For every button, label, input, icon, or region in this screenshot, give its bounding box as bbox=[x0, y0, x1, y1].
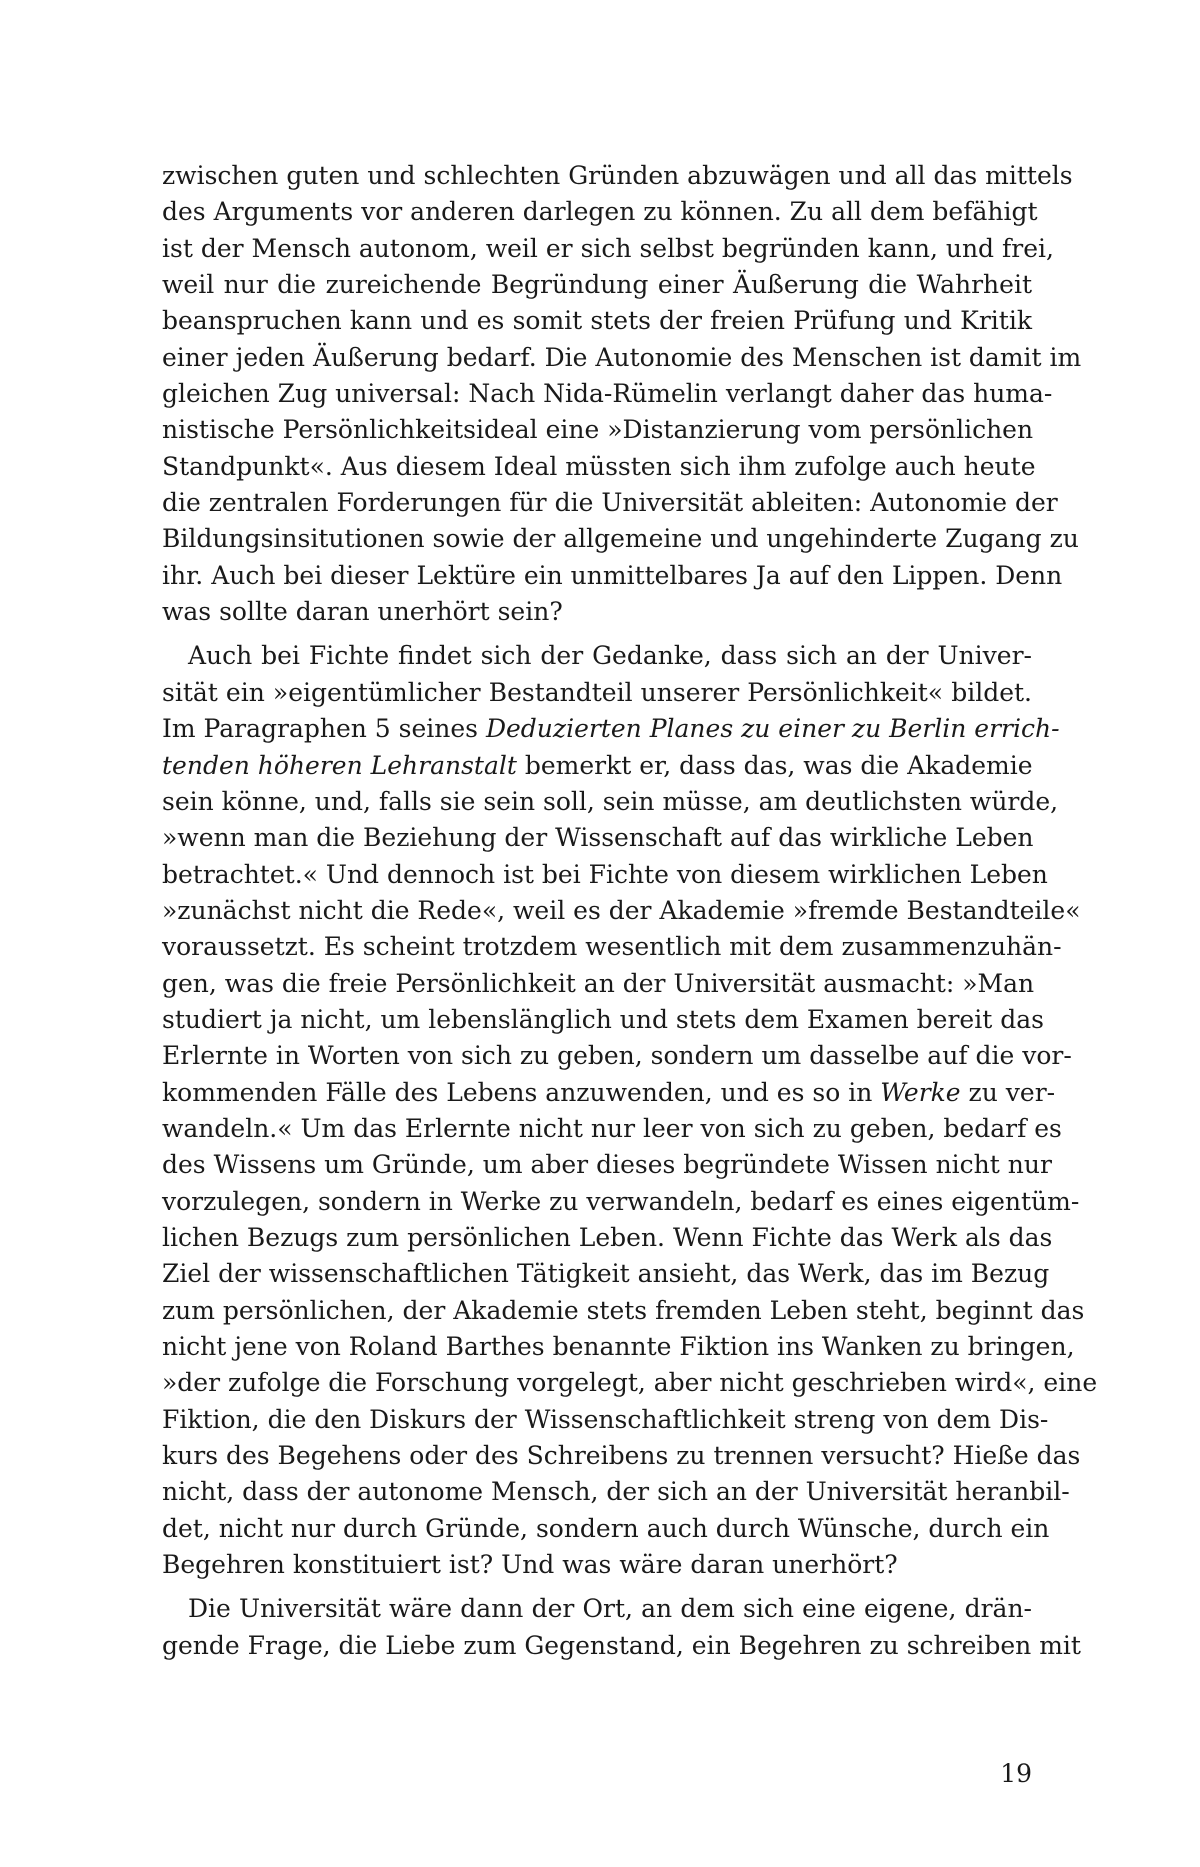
text-line bbox=[162, 675, 1032, 711]
text-line bbox=[162, 194, 1038, 230]
body-text bbox=[162, 158, 1098, 1664]
text-line bbox=[162, 1038, 1072, 1074]
text-span: gende Frage, die Liebe zum Gegenstand, ein Begehren zu schreiben mit bbox=[162, 1630, 1081, 1660]
text-line bbox=[162, 1002, 1044, 1038]
text-span: det, nicht nur durch Gründe, sondern auch durch Wünsche, durch ein bbox=[162, 1513, 1050, 1543]
text-span: Fiktion, die den Diskurs der Wissenschaftlichkeit streng von dem Dis- bbox=[162, 1404, 1049, 1434]
text-line bbox=[162, 893, 1081, 929]
text-line bbox=[162, 376, 1053, 412]
text-line bbox=[162, 412, 1032, 448]
text-span: die zentralen Forderungen für die Universität ableiten: Autonomie der bbox=[162, 488, 1058, 518]
text-span: »zunächst nicht die Rede«, weil es der Akademie »fremde Bestandteile« bbox=[162, 895, 1081, 925]
text-line bbox=[162, 1365, 1098, 1401]
text-span: studiert ja nicht, um lebenslänglich und stets dem Examen bereit das bbox=[162, 1004, 1044, 1034]
text-span: Ziel der wissenschaftlichen Tätigkeit ansieht, das Werk, das im Bezug bbox=[162, 1259, 1050, 1289]
text-span: »der zufolge die Forschung vorgelegt, aber nicht geschrieben wird«, eine bbox=[162, 1368, 1098, 1398]
text-span: ihr. Auch bei dieser Lektüre ein unmittelbares Ja auf den Lippen. Denn bbox=[162, 560, 1063, 590]
text-span: »wenn man die Beziehung der Wissenschaft auf das wirkliche Leben bbox=[162, 823, 1034, 853]
text-span: Erlernte in Worten von sich zu geben, sondern um dasselbe auf die vor- bbox=[162, 1041, 1072, 1071]
italic-text-span: tenden höheren Lehranstalt bbox=[162, 750, 517, 780]
text-line bbox=[162, 966, 1035, 1002]
text-line bbox=[162, 1329, 1075, 1365]
text-span: nistische Persönlichkeitsideal eine »Distanzierung vom persönlichen bbox=[162, 415, 1034, 445]
text-line bbox=[162, 158, 1073, 194]
text-line bbox=[162, 594, 1032, 630]
text-line bbox=[162, 1511, 1050, 1547]
text-line bbox=[162, 929, 1062, 965]
text-span: nicht jene von Roland Barthes benannte Fiktion ins Wanken zu bringen, bbox=[162, 1332, 1075, 1361]
text-span: einer jeden Äußerung bedarf. Die Autonomie des Menschen ist damit im bbox=[162, 342, 1082, 372]
text-span: betrachtet.« Und dennoch ist bei Fichte von diesem wirklichen Leben bbox=[162, 859, 1048, 889]
text-span: kurs des Begehens oder des Schreibens zu trennen versucht? Hieße das bbox=[162, 1441, 1081, 1471]
page-number: 19 bbox=[1000, 1759, 1032, 1788]
text-span: wandeln.« Um das Erlernte nicht nur leer von sich zu geben, bedarf es bbox=[162, 1113, 1062, 1143]
text-line bbox=[162, 1402, 1049, 1438]
text-line bbox=[162, 1256, 1050, 1292]
text-line bbox=[162, 1293, 1085, 1329]
text-span: nicht, dass der autonome Mensch, der sich an der Universität heranbil- bbox=[162, 1477, 1070, 1507]
text-line bbox=[162, 1547, 1032, 1583]
text-line bbox=[162, 521, 1079, 557]
text-span: was sollte daran unerhört sein? bbox=[162, 597, 563, 627]
text-line bbox=[162, 267, 1032, 303]
text-span: beanspruchen kann und es somit stets der freien Prüfung und Kritik bbox=[162, 306, 1032, 336]
italic-text-span: Werke bbox=[880, 1077, 961, 1107]
text-span: Standpunkt«. Aus diesem Ideal müssten sich ihm zufolge auch heute bbox=[162, 451, 1036, 481]
text-span: sein könne, und, falls sie sein soll, sein müsse, am deutlichsten würde, bbox=[162, 786, 1059, 816]
text-span: gen, was die freie Persönlichkeit an der Universität ausmacht: »Man bbox=[162, 968, 1035, 998]
text-span: sität ein »eigentümlicher Bestandteil unserer Persönlichkeit« bildet. bbox=[162, 677, 1032, 707]
text-line bbox=[162, 1075, 1056, 1111]
text-span: kommenden Fälle des Lebens anzuwenden, und es so in bbox=[162, 1077, 881, 1107]
text-span: Im Paragraphen 5 seines bbox=[162, 714, 486, 744]
text-line bbox=[162, 1474, 1070, 1510]
text-line bbox=[162, 231, 1054, 267]
text-span: weil nur die zureichende Begründung einer Äußerung die Wahrheit bbox=[162, 270, 1032, 300]
text-span: Bildungsinsitutionen sowie der allgemeine und ungehinderte Zugang zu bbox=[162, 524, 1079, 554]
text-span: Begehren konstituiert ist? Und was wäre daran unerhört? bbox=[162, 1550, 898, 1580]
text-span: bemerkt er, dass das, was die Akademie bbox=[516, 750, 1033, 780]
text-line bbox=[162, 449, 1036, 485]
text-span: Die Universität wäre dann der Ort, an dem sich eine eigene, drän- bbox=[188, 1594, 1032, 1624]
text-span: zu ver- bbox=[960, 1077, 1056, 1107]
text-span: gleichen Zug universal: Nach Nida-Rümelin verlangt daher das huma- bbox=[162, 379, 1053, 409]
text-line bbox=[162, 1438, 1081, 1474]
text-line bbox=[162, 711, 1060, 747]
text-span: des Arguments vor anderen darlegen zu können. Zu all dem befähigt bbox=[162, 197, 1038, 227]
text-span: vorzulegen, sondern in Werke zu verwandeln, bedarf es eines eigentüm- bbox=[162, 1186, 1080, 1216]
text-line bbox=[162, 748, 1032, 784]
text-span: ist der Mensch autonom, weil er sich selbst begründen kann, und frei, bbox=[162, 233, 1054, 263]
text-line bbox=[162, 1111, 1062, 1147]
text-span: lichen Bezugs zum persönlichen Leben. Wenn Fichte das Werk als das bbox=[162, 1222, 1053, 1252]
text-line bbox=[162, 485, 1058, 521]
text-line bbox=[162, 1184, 1080, 1220]
text-line bbox=[162, 340, 1082, 376]
text-line bbox=[162, 820, 1032, 856]
text-line bbox=[162, 1628, 1081, 1664]
text-line bbox=[162, 638, 1032, 674]
text-line bbox=[162, 857, 1048, 893]
text-line bbox=[162, 784, 1059, 820]
text-span: des Wissens um Gründe, um aber dieses begründete Wissen nicht nur bbox=[162, 1150, 1052, 1180]
text-span: Auch bei Fichte findet sich der Gedanke, dass sich an der Univer- bbox=[188, 641, 1032, 671]
text-line bbox=[162, 1591, 1032, 1627]
text-line bbox=[162, 558, 1063, 594]
text-span: zwischen guten und schlechten Gründen abzuwägen und all das mittels bbox=[162, 161, 1073, 190]
text-line bbox=[162, 1220, 1053, 1256]
text-line bbox=[162, 303, 1032, 339]
text-line bbox=[162, 1147, 1052, 1183]
italic-text-span: Deduzierten Planes zu einer zu Berlin errich- bbox=[485, 714, 1060, 744]
text-span: zum persönlichen, der Akademie stets fremden Leben steht, beginnt das bbox=[162, 1295, 1085, 1325]
text-span: voraussetzt. Es scheint trotzdem wesentlich mit dem zusammenzuhän- bbox=[162, 932, 1062, 962]
